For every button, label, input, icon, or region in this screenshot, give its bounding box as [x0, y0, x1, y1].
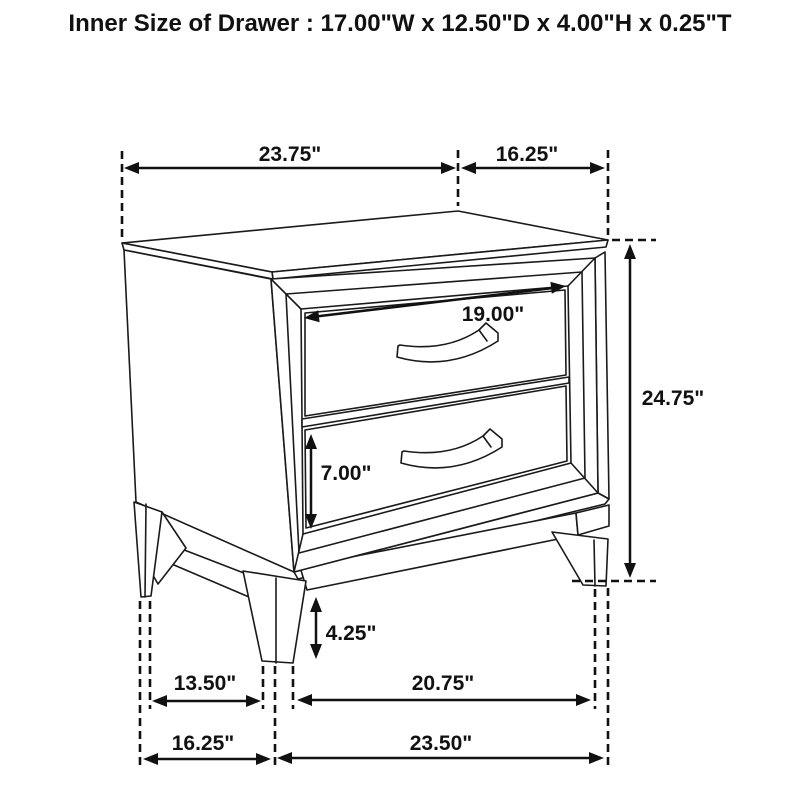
page-title: Inner Size of Drawer : 17.00"W x 12.50"D x 4.00"H x 0.25"T [68, 10, 732, 37]
dim-label-drawer-width: 19.00" [461, 303, 525, 326]
leg-front-left [243, 571, 306, 663]
dim-label-top-depth: 16.25" [495, 143, 559, 166]
nightstand-drawing [122, 211, 609, 663]
dim-label-drawer-height: 7.00" [320, 462, 372, 485]
dim-label-leg-gap-front: 20.75" [411, 672, 475, 695]
dim-label-top-width: 23.75" [258, 143, 322, 166]
dim-label-base-width: 23.50" [409, 732, 473, 755]
dim-label-base-depth: 16.25" [171, 732, 235, 755]
dim-label-leg-height: 4.25" [325, 622, 377, 645]
leg-front-right [552, 532, 608, 586]
dimension-leg-height [310, 597, 376, 659]
dim-label-overall-height: 24.75" [641, 387, 705, 410]
dim-label-leg-gap-side: 13.50" [173, 672, 237, 695]
